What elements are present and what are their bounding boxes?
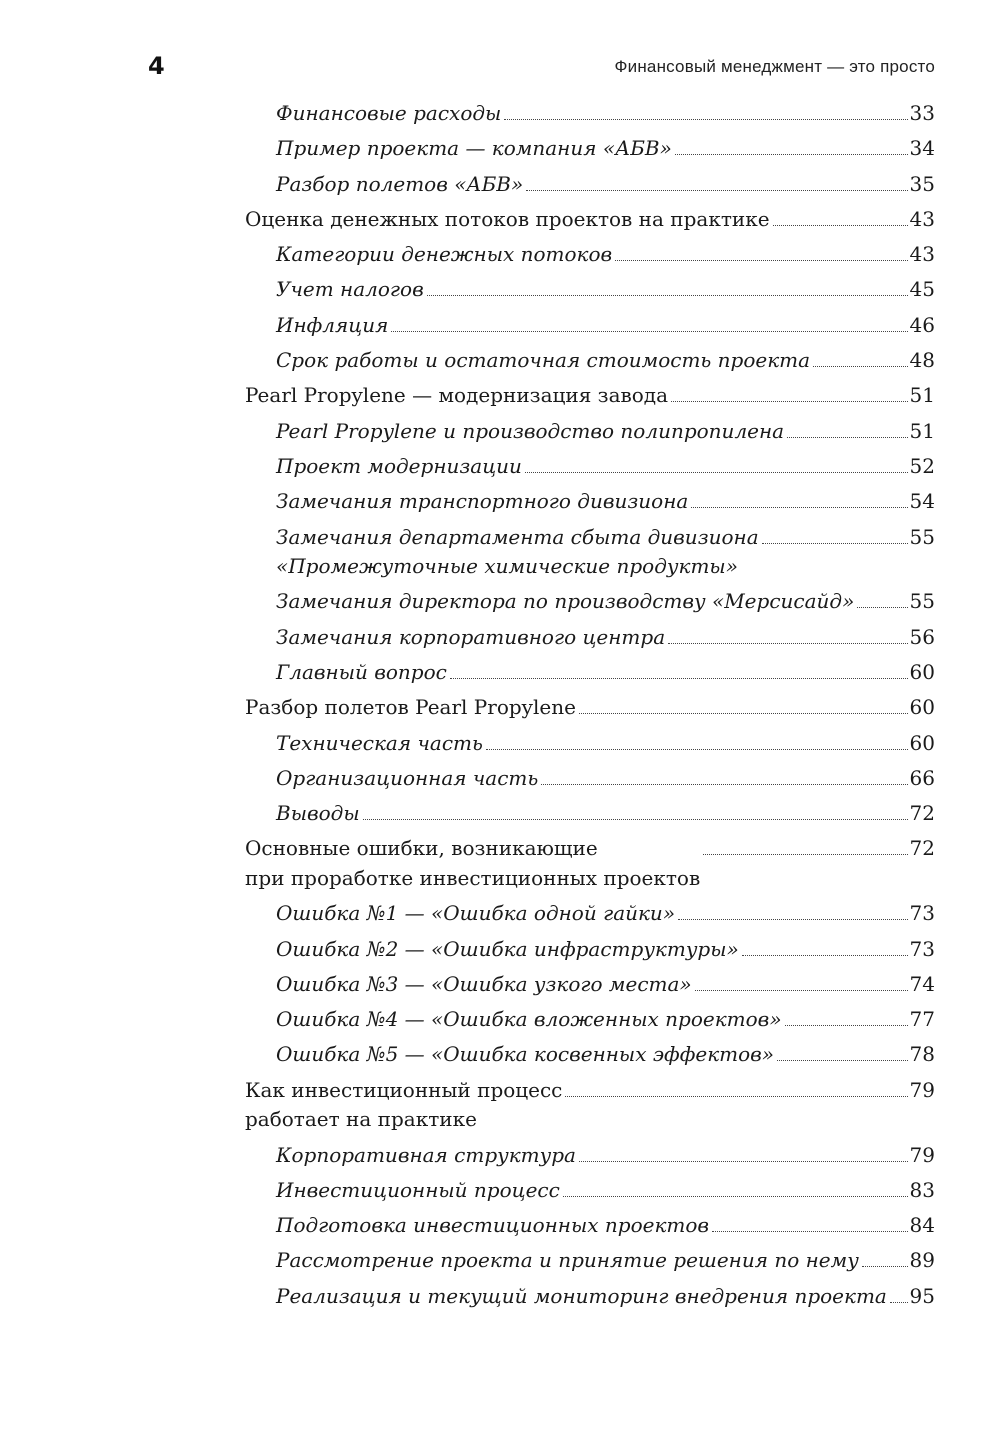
toc-entry-title: Замечания транспортного дивизиона <box>276 489 689 514</box>
toc-entry <box>245 693 935 723</box>
toc-entry-page: 52 <box>909 453 935 478</box>
toc-subentry <box>245 1211 935 1241</box>
dot-leader <box>785 1025 908 1026</box>
toc-entry-page: 34 <box>909 136 935 161</box>
toc-entry-title: Pearl Propylene — модернизация завода <box>245 383 669 408</box>
toc-entry-page: 45 <box>909 277 935 302</box>
toc-entry-page: 60 <box>909 695 935 720</box>
toc-entry-page: 78 <box>909 1042 935 1067</box>
toc-subentry <box>245 1176 935 1206</box>
toc-entry-page: 43 <box>909 242 935 267</box>
dot-leader <box>742 955 908 956</box>
page-number: 4 <box>148 52 165 80</box>
toc-entry-title: Оценка денежных потоков проектов на практике <box>245 206 770 231</box>
toc-subentry <box>245 799 935 829</box>
toc-entry-page: 72 <box>909 801 935 826</box>
dot-leader <box>579 1161 908 1162</box>
toc-subentry <box>245 99 935 129</box>
toc-subentry <box>245 487 935 517</box>
running-head: Финансовый менеджмент — это просто <box>614 57 935 76</box>
dot-leader <box>450 678 908 679</box>
toc-entry-page: 48 <box>909 348 935 373</box>
toc-entry-title: Инфляция <box>276 312 389 337</box>
toc-entry-title: Pearl Propylene и производство полипропилена <box>276 418 785 443</box>
toc-entry-page: 89 <box>909 1248 935 1273</box>
toc-subentry <box>245 587 935 617</box>
dot-leader <box>671 401 908 402</box>
toc-entry-title: Инвестиционный процесс <box>276 1177 560 1202</box>
dot-leader <box>787 437 907 438</box>
toc-entry <box>245 205 935 235</box>
dot-leader <box>541 784 907 785</box>
toc-entry-title: Пример проекта — компания «АБВ» <box>276 136 672 161</box>
toc-subentry <box>245 311 935 341</box>
table-of-contents <box>245 99 935 1317</box>
toc-entry-page: 51 <box>909 383 935 408</box>
toc-entry-title: Ошибка №1 — «Ошибка одной гайки» <box>276 901 676 926</box>
toc-entry-title: Как инвестиционный процесс работает на практике <box>245 1077 563 1132</box>
toc-entry-title: Главный вопрос <box>276 659 447 684</box>
toc-subentry <box>245 729 935 759</box>
toc-entry-title: Замечания корпоративного центра <box>276 624 666 649</box>
toc-entry-title: Ошибка №2 — «Ошибка инфраструктуры» <box>276 936 739 961</box>
toc-entry-title: Корпоративная структура <box>276 1142 576 1167</box>
toc-subentry <box>245 417 935 447</box>
dot-leader <box>565 1096 907 1097</box>
toc-entry-page: 73 <box>909 936 935 961</box>
toc-entry-title: Ошибка №5 — «Ошибка косвенных эффектов» <box>276 1042 775 1067</box>
toc-entry-title: Выводы <box>276 801 360 826</box>
dot-leader <box>691 507 907 508</box>
dot-leader <box>525 472 908 473</box>
toc-entry-page: 51 <box>909 418 935 443</box>
dot-leader <box>762 543 908 544</box>
dot-leader <box>391 331 907 332</box>
toc-entry-page: 77 <box>909 1007 935 1032</box>
toc-subentry <box>245 170 935 200</box>
toc-entry-title: Проект модернизации <box>276 453 522 478</box>
toc-entry-page: 83 <box>909 1177 935 1202</box>
dot-leader <box>363 819 908 820</box>
toc-subentry <box>245 346 935 376</box>
dot-leader <box>668 643 907 644</box>
toc-entry-page: 79 <box>909 1077 935 1102</box>
toc-subentry <box>245 1005 935 1035</box>
toc-entry-title: Срок работы и остаточная стоимость проекта <box>276 348 811 373</box>
dot-leader <box>427 295 908 296</box>
dot-leader <box>862 1266 908 1267</box>
toc-entry-page: 74 <box>909 971 935 996</box>
toc-subentry <box>245 134 935 164</box>
toc-entry-page: 55 <box>909 589 935 614</box>
toc-entry-page: 56 <box>909 624 935 649</box>
toc-entry-title: Организационная часть <box>276 765 539 790</box>
toc-subentry <box>245 935 935 965</box>
toc-entry-page: 33 <box>909 101 935 125</box>
toc-entry <box>245 834 935 893</box>
dot-leader <box>486 749 908 750</box>
toc-entry-page: 73 <box>909 901 935 926</box>
toc-subentry <box>245 1282 935 1312</box>
toc-entry-title: Рассмотрение проекта и принятие решения по нему <box>276 1248 859 1273</box>
toc-subentry <box>245 623 935 653</box>
dot-leader <box>857 607 907 608</box>
toc-entry-title: Ошибка №4 — «Ошибка вложенных проектов» <box>276 1007 782 1032</box>
toc-subentry <box>245 764 935 794</box>
dot-leader <box>504 119 907 120</box>
dot-leader <box>675 154 908 155</box>
dot-leader <box>703 854 907 855</box>
toc-entry-title: Подготовка инвестиционных проектов <box>276 1213 710 1238</box>
dot-leader <box>777 1060 908 1061</box>
toc-subentry <box>245 1141 935 1171</box>
toc-subentry <box>245 452 935 482</box>
toc-entry-title: Разбор полетов «АБВ» <box>276 171 524 196</box>
toc-entry-title: Реализация и текущий мониторинг внедрения проекта <box>276 1283 887 1308</box>
toc-subentry <box>245 899 935 929</box>
toc-entry-page: 84 <box>909 1213 935 1238</box>
dot-leader <box>526 190 907 191</box>
toc-entry-title: Замечания департамента сбыта дивизиона «Промежуточные химические продукты» <box>276 524 759 579</box>
dot-leader <box>563 1196 908 1197</box>
toc-entry-title: Финансовые расходы <box>276 101 502 125</box>
dot-leader <box>615 260 907 261</box>
toc-entry-page: 43 <box>909 206 935 231</box>
dot-leader <box>712 1231 907 1232</box>
toc-subentry <box>245 658 935 688</box>
toc-subentry <box>245 523 935 582</box>
toc-entry-page: 79 <box>909 1142 935 1167</box>
toc-entry-page: 60 <box>909 730 935 755</box>
toc-entry-title: Учет налогов <box>276 277 424 302</box>
toc-entry-page: 35 <box>909 171 935 196</box>
toc-entry-title: Категории денежных потоков <box>276 242 613 267</box>
dot-leader <box>678 919 907 920</box>
dot-leader <box>695 990 908 991</box>
toc-entry-title: Ошибка №3 — «Ошибка узкого места» <box>276 971 692 996</box>
dot-leader <box>773 225 908 226</box>
toc-entry <box>245 1076 935 1135</box>
toc-entry-title: Основные ошибки, возникающие при проработке инвестиционных проектов <box>245 836 701 890</box>
toc-subentry <box>245 240 935 270</box>
toc-entry-page: 55 <box>909 524 935 549</box>
dot-leader <box>813 366 907 367</box>
toc-subentry <box>245 1040 935 1070</box>
toc-entry-page: 46 <box>909 312 935 337</box>
toc-subentry <box>245 1246 935 1276</box>
toc-entry <box>245 381 935 411</box>
toc-subentry <box>245 970 935 1000</box>
toc-subentry <box>245 275 935 305</box>
dot-leader <box>579 713 908 714</box>
toc-entry-title: Разбор полетов Pearl Propylene <box>245 695 576 720</box>
toc-entry-page: 66 <box>909 765 935 790</box>
toc-entry-page: 72 <box>909 836 935 861</box>
toc-entry-title: Замечания директора по производству «Мерсисайд» <box>276 589 855 614</box>
toc-entry-page: 60 <box>909 659 935 684</box>
toc-entry-page: 95 <box>909 1283 935 1308</box>
toc-entry-title: Техническая часть <box>276 730 483 755</box>
toc-entry-page: 54 <box>909 489 935 514</box>
dot-leader <box>890 1302 908 1303</box>
